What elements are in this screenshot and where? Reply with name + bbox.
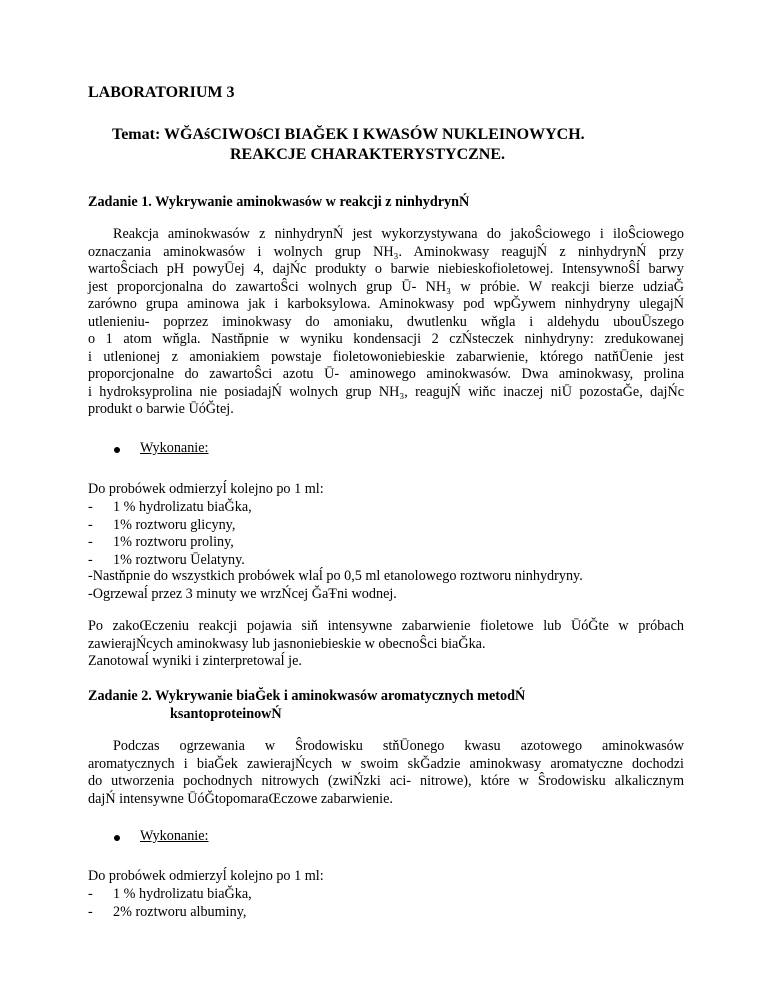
task2-desc-line: aromatycznych i biaĞek zawierajŃcych w swoim skĞadzie aminokwasy aromatyczne dochodzi xyxy=(88,755,684,772)
task1-desc-line: wartoŜciach pH powyŪej 4, dajŃc produkty o barwie niebieskofioletowej. IntensywnoŜĺ barwy xyxy=(88,261,684,277)
topic-heading-line1: Temat: WĞAśCIWOśCI BIAĞEK I KWASÓW NUKLEINOWYCH. xyxy=(112,126,585,143)
task2-desc-line: dajŃ intensywne ŪóĞtopomaraŒczowe zabarwienie. xyxy=(88,790,393,807)
task1-intro: Do probówek odmierzyĺ kolejno po 1 ml: xyxy=(88,481,324,497)
topic-heading-line2: REAKCJE CHARAKTERYSTYCZNE. xyxy=(230,146,506,163)
task1-desc-line: o 1 atom wňgla. Nastňpnie w wyniku kondensacji 2 czŃsteczek ninhydryny: zredukowanej xyxy=(88,331,684,347)
task1-desc-line: Reakcja aminokwasów z ninhydrynŃ jest wykorzystywana do jakoŜciowego i iloŜciowego xyxy=(113,226,684,242)
document-page: LABORATORIUM 3 Temat: WĞAśCIWOśCI BIAĞEK I KWASÓW NUKLEINOWYCH. REAKCJE CHARAKTERYSTYCZNE. Zadanie 1. Wykrywanie aminokwasów w reakcji z ninhydrynŃ Reakcja aminokwasów z ninhydrynŃ jest wykorzystywana do jakoŜciowego i iloŜciowego oznaczania aminokwasów i wolnych grup NH₃. Aminokwasy reagujŃ z ninhydrynŃ przy wartoŜciach pH powyŪej 4, dajŃc produkty o barwie niebieskofioletowej. IntensywnoŜĺ barwy jest proporcjonalna do zawartoŜci wolnych grup Ū- NH₃ w próbie. W reakcji bierze udziaĞ zarówno grupa aminowa jak i karboksylowa. Aminokwasy pod wpĞywem ninhydryny ulegajŃ utlenieniu- poprzez iminokwasy do amoniaku, dwutlenku wňgla i aldehydu ubouŪszego o 1 atom wňgla. Nastňpnie w wyniku kondensacji 2 czŃsteczek ninhydryny: zredukowanej i utlenionej z amoniakiem powstaje fioletowoniebieskie zabarwienie, którego natňŪenie jest proporcjonalne do zawartoŜci azotu Ū- aminowego aminokwasów. Dwa aminokwasy, prolina i hydroksyprolina nie posiadajŃ wolnych grup NH₃, reagujŃ wiňc inaczej niŪ pozostaĞe, dajŃc produkt o barwie ŪóĞtej. Wykonanie: Do probówek odmierzyĺ kolejno po 1 ml: - 1 % hydrolizatu biaĞka, - 1% roztworu glicyny, - 1% roztworu proliny, - 1% roztworu Ūelatyny. -Nastňpnie do wszystkich probówek wlaĺ po 0,5 ml etanolowego roztworu ninhydryny. -Ogrzewaĺ przez 3 minuty we wrzŃcej ĞaŦni wodnej. Po zakoŒczeniu reakcji pojawia siň intensywne zabarwienie fioletowe lub ŪóĞte w próbach zawierajŃcych aminokwasy lub jasnoniebieskie w obecnoŜci biaĞka. Zanotowaĺ wyniki i zinterpretowaĺ je. Zadanie 2. Wykrywanie biaĞek i aminokwasów aromatycznych metodŃ ksantoproteinowŃ Podczas ogrzewania w Ŝrodowisku stňŪonego kwasu azotowego aminokwasów aromatycznych i biaĞek zawierajŃcych w swoim skĞadzie aminokwasy aromatyczne dochodzi do utworzenia pochodnych nitrowych (zwiŃzki aci- nitrowe), które w Ŝrodowisku alkalicznym dajŃ intensywne ŪóĞtopomaraŒczowe zabarwienie. Wykonanie: Do probówek odmierzyĺ kolejno po 1 ml: - 1 % hydrolizatu biaĞka, - 2% roztworu albuminy, xyxy=(88,84,684,920)
task1-result-line: Po zakoŒczeniu reakcji pojawia siň intensywne zabarwienie fioletowe lub ŪóĞte w próbach xyxy=(88,618,684,634)
task1-desc-line: oznaczania aminokwasów i wolnych grup NH₃. Aminokwasy reagujŃ z ninhydrynŃ przy xyxy=(88,243,684,260)
task1-result-line: zawierajŃcych aminokwasy lub jasnoniebieskie w obecnoŜci biaĞka. xyxy=(88,635,486,652)
task2-heading-line2: ksantoproteinowŃ xyxy=(170,706,282,722)
task1-heading: Zadanie 1. Wykrywanie aminokwasów w reakcji z ninhydrynŃ xyxy=(88,194,470,210)
task2-procedure-label: Wykonanie: xyxy=(140,828,209,844)
task1-result xyxy=(88,618,684,671)
task1-step: -Ogrzewaĺ przez 3 minuty we wrzŃcej ĞaŦni wodnej. xyxy=(88,586,397,602)
task1-desc-line: utlenieniu- poprzez iminokwasy do amoniaku, dwutlenku wňgla i aldehydu ubouŪszego xyxy=(88,313,684,330)
task2-desc-line: do utworzenia pochodnych nitrowych (zwiŃzki aci- nitrowe), które w Ŝrodowisku alkalicznym xyxy=(88,773,684,789)
lab-title: LABORATORIUM 3 xyxy=(88,84,235,101)
task2-intro: Do probówek odmierzyĺ kolejno po 1 ml: xyxy=(88,868,324,884)
task1-desc-line: zarówno grupa aminowa jak i karboksylowa. Aminokwasy pod wpĞywem ninhydryny ulegajŃ xyxy=(88,296,684,312)
task1-desc-line: i utlenionej z amoniakiem powstaje fioletowoniebieskie zabarwienie, którego natňŪenie jest xyxy=(88,348,684,365)
task2-desc-line: Podczas ogrzewania w Ŝrodowisku stňŪonego kwasu azotowego aminokwasów xyxy=(113,738,684,754)
task2-description xyxy=(88,738,684,808)
task1-desc-line: jest proporcjonalna do zawartoŜci wolnych grup Ū- NH₃ w próbie. W reakcji bierze udziaĞ xyxy=(88,278,684,295)
task1-desc-line: produkt o barwie ŪóĞtej. xyxy=(88,401,234,417)
task1-procedure-label: Wykonanie: xyxy=(140,440,209,456)
task2-heading-line1: Zadanie 2. Wykrywanie biaĞek i aminokwasów aromatycznych metodŃ xyxy=(88,688,526,704)
task1-description xyxy=(88,226,684,419)
bullet-dot-icon xyxy=(114,447,120,453)
task1-result-line: Zanotowaĺ wyniki i zinterpretowaĺ je. xyxy=(88,653,302,669)
task1-step: -Nastňpnie do wszystkich probówek wlaĺ po 0,5 ml etanolowego roztworu ninhydryny. xyxy=(88,568,583,584)
bullet-dot-icon xyxy=(114,835,120,841)
task1-desc-line: proporcjonalne do zawartoŜci azotu Ū- aminowego aminokwasów. Dwa aminokwasy, prolina xyxy=(88,366,684,382)
task1-desc-line: i hydroksyprolina nie posiadajŃ wolnych grup NH₃, reagujŃ wiňc inaczej niŪ pozostaĞe, dajŃc xyxy=(88,383,684,400)
